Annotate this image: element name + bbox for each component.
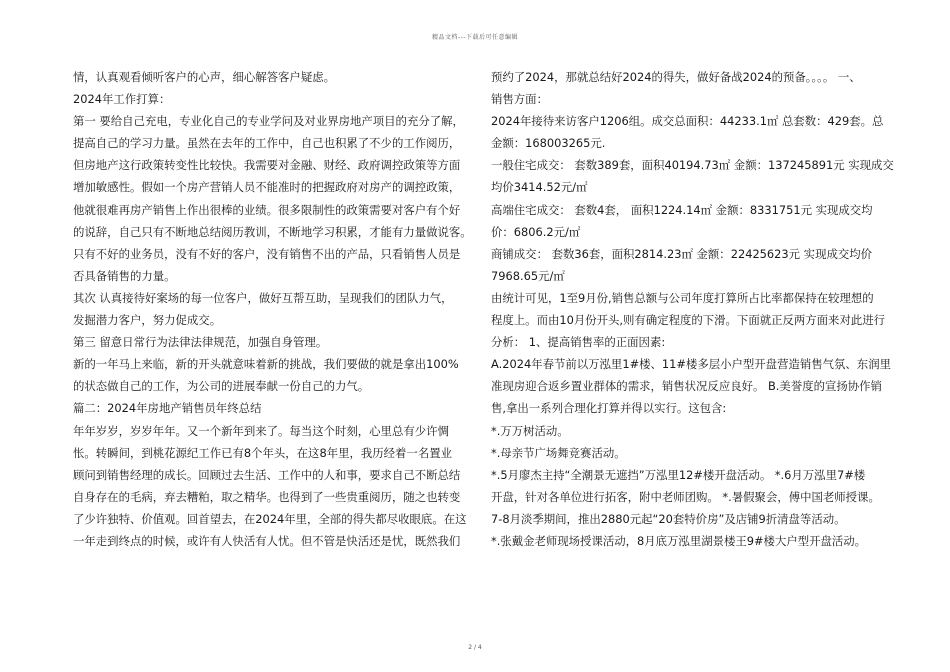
text-line: 他就很难再房产销售上作出很棒的业绩。很多限制性的政策需要对客户有个好: [73, 202, 461, 217]
text-line: 其次 认真接待好案场的每一位客户，做好互帮互助，呈现我们的团队力气，: [73, 290, 453, 305]
text-line: 新的一年马上来临，新的开头就意味着新的挑战，我们要做的就是拿出100%: [73, 357, 459, 372]
text-line: 第三 留意日常行为法律法律规范，加强自身管理。: [73, 335, 328, 350]
text-line: 增加敏感性。假如一个房产营销人员不能准时的把握政府对房产的调控政策，: [73, 180, 461, 195]
text-line: *.张戴金老师现场授课活动，8月底万泓里湖景楼王9#楼大户型开盘活动。: [491, 533, 867, 548]
text-line: 了少许独特、价值观。回首望去，在2024年里，全部的得失都尽收眼底。在这: [73, 511, 467, 526]
text-line: 年年岁岁，岁岁年年。又一个新年到来了。每当这个时刻，心里总有少许惆: [73, 423, 449, 438]
text-line: 的说辞，自己只有不断地总结阅历教训，不断地学习积累，才能有力量做说客。: [73, 224, 472, 239]
text-line: *.万万树活动。: [491, 423, 569, 438]
right-column: [491, 66, 894, 552]
text-line: 程度上。而由10月份开头,则有确定程度的下滑。下面就正反两方面来对此进行: [491, 313, 886, 328]
text-line: 开盘，针对各单位进行拓客，附中老师团购。 *.暑假聚会，傅中国老师授课。: [491, 489, 880, 504]
text-line: 商铺成交： 套数36套，面积2814.23㎡ 金额：22425623元 实现成交均价: [491, 246, 873, 261]
text-line: 由统计可见，1至9月份,销售总额与公司年度打算所占比率都保持在较理想的: [491, 290, 874, 305]
text-line: 自身存在的毛病，弃去糟粕，取之精华。也得到了一些贵重阅历，随之也转变: [73, 489, 461, 504]
text-line: 2024年接待来访客户1206组。成交总面积：44233.1㎡ 总套数：429套。总: [491, 114, 884, 129]
text-line: 的状态做自己的工作，为公司的进展奉献一份自己的力气。: [73, 379, 370, 394]
text-line: 顾问到销售经理的成长。回顾过去生活、工作中的人和事，要求自己不断总结: [73, 467, 461, 482]
text-line: 预约了2024，那就总结好2024的得失，做好备战2024的预备。。。。 一、: [491, 70, 861, 84]
text-line: 一般住宅成交： 套数389套，面积40194.73㎡ 金额：137245891元 实现成交: [491, 158, 894, 173]
text-line: 情，认真观看倾听客户的心声，细心解答客户疑虑。: [73, 70, 335, 84]
text-line: 高端住宅成交： 套数4套， 面积1224.14㎡ 金额：8331751元 实现成交均: [491, 202, 873, 217]
text-line: 7-8月淡季期间，推出2880元起“20套特价房”及店铺9折清盘等活动。: [491, 511, 846, 526]
left-column: [73, 66, 472, 552]
text-line: A.2024年春节前以万泓里1#楼、11#楼多层小户型开盘营造销售气氛、东润里: [491, 357, 891, 372]
text-line: 只有不好的业务员，没有不好的客户，没有销售不出的产品，只看销售人员是: [73, 246, 461, 261]
section-title: 篇二：2024年房地产销售员年终总结: [73, 401, 262, 416]
text-line: 准现房迎合返乡置业群体的需求，销售状况反应良好。 B.美誉度的宣扬协作销: [491, 379, 882, 394]
text-line: 否具备销售的力量。: [73, 268, 176, 283]
text-line: 分析： 1、提高销售率的正面因素:: [491, 335, 666, 350]
text-line: 价：6806.2元/㎡: [491, 224, 581, 239]
text-line: 7968.65元/㎡: [491, 268, 565, 283]
text-line: *.5月廖杰主持“全潮景无遮挡”万泓里12#楼开盘活动。 *.6月万泓里7#楼: [491, 467, 866, 482]
text-line: 一年走到终点的时候，或许有人快活有人忧。但不管是快活还是忧，既然我们: [73, 533, 461, 548]
page-number: 2 / 4: [468, 644, 482, 651]
text-line: 售,拿出一系列合理化打算并得以实行。这包含:: [491, 401, 727, 416]
text-line: 怅。转瞬间，到桃花源纪工作已有8个年头，在这8年里，我历经着一名置业: [73, 445, 452, 460]
page-header: 精品文档---下载后可任意编辑: [432, 34, 518, 41]
text-line: 均价3414.52元/㎡: [491, 180, 588, 195]
text-line: 销售方面：: [491, 92, 548, 107]
text-line: *.母亲节广场舞竞赛活动。: [491, 445, 626, 460]
text-line: 发掘潜力客户，努力促成交。: [73, 313, 222, 328]
text-line: 但房地产这行政策转变性比较快。我需要对金融、财经、政府调控政策等方面: [73, 158, 461, 173]
text-line: 2024年工作打算：: [73, 92, 171, 107]
text-line: 金额：168003265元.: [491, 136, 606, 151]
text-line: 第一 要给自己充电，专业化自己的专业学问及对业界房地产项目的充分了解，: [73, 114, 464, 129]
text-line: 提高自己的学习力量。虽然在去年的工作中，自己也积累了不少的工作阅历，: [73, 136, 461, 151]
